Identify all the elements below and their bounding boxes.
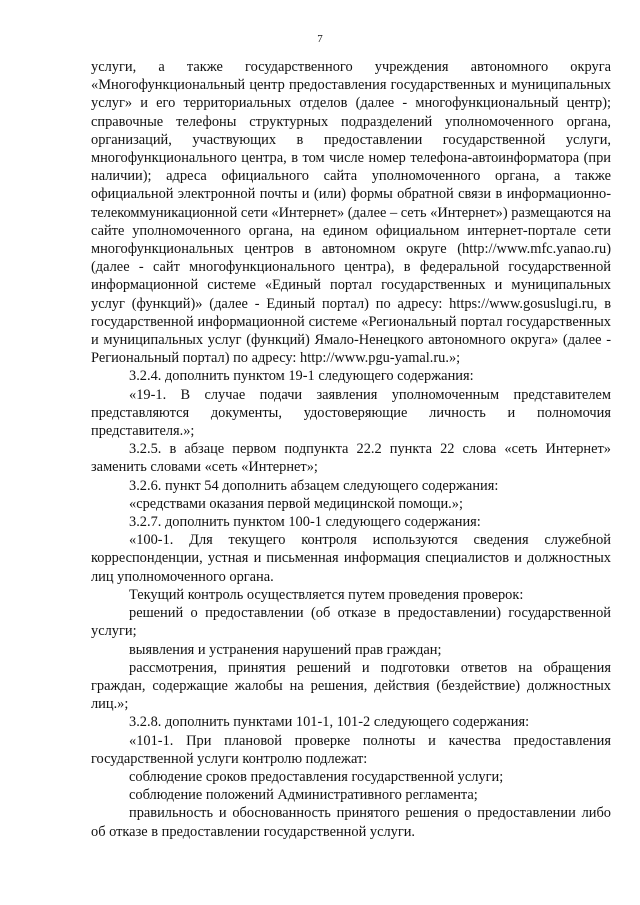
paragraph-regulations: соблюдение положений Административного регламента; (129, 787, 478, 804)
paragraph-decisions: решений о предоставлении (об отказе в предоставлении) государственной услуги; (91, 605, 611, 640)
paragraph-19-1: «19-1. В случае подачи заявления уполномоченным представителем представляются документы, удостоверяющие личность и полномочия представителя.»; (91, 386, 611, 440)
paragraph-continuation: услуги, а также государственного учреждения автономного округа «Многофункциональный центр предоставления государственных и муниципальных услуг» и его территориальных отделов (далее - многофункциональный центр); справочные телефоны структурных подразделений уполномоченного органа, организаций, участвующих в предоставлении государственной услуги, многофункционального центра, в том числе номер телефона-автоинформатора (при наличии); адреса официального сайта уполномоченного органа, а также официальной электронной почты и (или) формы обратной связи в информационно-телекоммуникационной сети «Интернет» (далее – сеть «Интернет») размещаются на сайте уполномоченного органа, на едином официальном интернет-портале сети многофункциональных центров в автономном округе (http://www.mfc.yanao.ru) (далее - сайт многофункционального центра), в федеральной государственной информационной системе «Единый портал государственных и муниципальных услуг (функций)» (далее - Единый портал) по адресу: https://www.gosuslugi.ru, в государственной информационной системе «Региональный портал государственных и муниципальных услуг (функций) Ямало-Ненецкого автономного округа» (далее - Региональный портал) по адресу: http://www.pgu-yamal.ru.»; (91, 59, 612, 367)
paragraph-3-2-7: 3.2.7. дополнить пунктом 100-1 следующего содержания: (129, 514, 481, 531)
paragraph-3-2-5: 3.2.5. в абзаце первом подпункта 22.2 пункта 22 слова «сеть Интернет» заменить словами «сеть «Интернет»; (91, 441, 611, 476)
paragraph-violations: выявления и устранения нарушений прав граждан; (129, 641, 442, 658)
paragraph-3-2-4: 3.2.4. дополнить пунктом 19-1 следующего содержания: (129, 368, 474, 385)
page-number: 7 (317, 33, 323, 45)
paragraph-current-control: Текущий контроль осуществляется путем проведения проверок: (129, 586, 524, 603)
paragraph-deadlines: соблюдение сроков предоставления государственной услуги; (129, 768, 504, 785)
paragraph-100-1: «100-1. Для текущего контроля используются сведения служебной корреспонденции, устная и письменная информация специалистов и должностных лиц уполномоченного органа. (91, 532, 611, 585)
paragraph-decision-validity: правильность и обоснованность принятого решения о предоставлении либо об отказе в предоставлении государственной услуги. (91, 805, 611, 840)
paragraph-first-aid: «средствами оказания первой медицинской помощи.»; (129, 495, 463, 512)
paragraph-3-2-6: 3.2.6. пункт 54 дополнить абзацем следующего содержания: (129, 477, 499, 494)
document-body (91, 58, 611, 841)
paragraph-3-2-8: 3.2.8. дополнить пунктами 101-1, 101-2 следующего содержания: (129, 714, 530, 731)
paragraph-complaints: рассмотрения, принятия решений и подготовки ответов на обращения граждан, содержащие жалобы на решения, действия (бездействие) должностных лиц.»; (91, 659, 611, 713)
paragraph-101-1: «101-1. При плановой проверке полноты и качества предоставления государственной услуги контролю подлежат: (91, 732, 611, 767)
